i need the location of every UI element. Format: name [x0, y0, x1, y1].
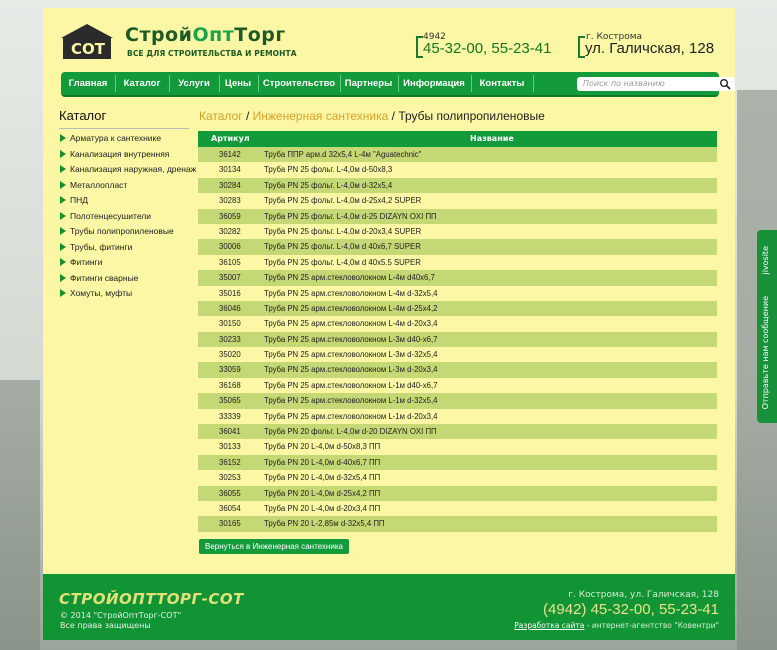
- cell-article: 36142: [219, 150, 241, 159]
- header-street: ул. Галичская, 128: [585, 40, 715, 57]
- sidebar-item[interactable]: [60, 288, 132, 298]
- table-row[interactable]: [198, 470, 717, 485]
- cell-article: 35020: [219, 350, 241, 360]
- cell-article: 36152: [219, 457, 241, 467]
- footer: [43, 574, 735, 640]
- sidebar-item-label: Полотенцесушители: [70, 210, 151, 221]
- arrow-right-icon: [60, 181, 66, 189]
- arrow-right-icon: [60, 212, 66, 220]
- nav-separator: [340, 75, 341, 92]
- nav-item-information[interactable]: Информация: [403, 78, 465, 89]
- sidebar-item[interactable]: [60, 226, 174, 236]
- table-row[interactable]: [198, 486, 717, 501]
- sidebar-item-label: Металлопласт: [70, 179, 128, 190]
- nav-separator: [169, 75, 170, 92]
- sidebar-item-label: Фитинги сварные: [70, 272, 139, 283]
- breadcrumb-link[interactable]: Инженерная сантехника: [252, 109, 389, 123]
- cell-article: 30165: [219, 519, 241, 529]
- brand-part: Опт: [192, 24, 235, 46]
- table-row[interactable]: [198, 347, 717, 362]
- cell-article: 30284: [219, 180, 241, 190]
- cell-name: Труба PN 20 L-4,0м d-25х4,2 ПП: [264, 488, 381, 498]
- developer-text: - интернет-агентство "Ковентри": [584, 621, 719, 630]
- table-row[interactable]: [198, 362, 717, 377]
- bracket-decoration: [416, 36, 423, 58]
- sidebar-item-label: Канализация наружная, дренаж: [70, 164, 197, 174]
- nav-separator: [219, 75, 220, 92]
- cell-name: Труба PN 25 фольг. L-4,0м d-32х5,4: [264, 180, 393, 190]
- footer-brand: СТРОЙОПТТОРГ-СОТ: [59, 590, 244, 608]
- cell-article: 30283: [219, 196, 241, 206]
- cell-name: Труба PN 20 L-4,0м d-50х8,3 ПП: [264, 442, 381, 452]
- footer-developer: [514, 621, 719, 630]
- cell-name: Труба PN 25 арм.стекловолокном L-4м d-32х5,4: [264, 288, 438, 298]
- table-row[interactable]: [198, 255, 717, 270]
- nav-item-catalog[interactable]: Каталог: [123, 78, 161, 89]
- sidebar-item-label: Фитинги: [70, 257, 103, 267]
- breadcrumb: [199, 109, 545, 123]
- table-row[interactable]: [198, 193, 717, 208]
- back-button[interactable]: Вернуться в Инженерная сантехника: [199, 539, 349, 554]
- cell-name: Труба PN 25 арм.стекловолокном L-4м d-25х4,2: [264, 303, 438, 313]
- cell-article: 36041: [219, 427, 241, 437]
- sidebar-item[interactable]: [60, 180, 127, 190]
- cell-article: 36055: [219, 488, 241, 498]
- background-building: [0, 380, 40, 650]
- cell-name: Труба PN 25 арм.стекловолокном L-4м d-20х3,4: [264, 319, 438, 329]
- sidebar-divider: [59, 128, 189, 129]
- cell-name: Труба PN 25 арм.стекловолокном L-3м d-32х5,4: [264, 350, 438, 360]
- table-row[interactable]: [198, 162, 717, 177]
- cell-article: 30282: [219, 226, 241, 236]
- table-row[interactable]: [198, 439, 717, 454]
- sidebar-item-label: Хомуты, муфты: [70, 288, 133, 298]
- header-phones: 45-32-00, 55-23-41: [423, 40, 552, 57]
- breadcrumb-separator: /: [388, 109, 399, 123]
- table-header: [198, 131, 717, 147]
- column-header-article: Артикул: [211, 134, 250, 143]
- footer-copyright: © 2014 "СтройОптТорг-СОТ": [60, 611, 182, 620]
- cell-name: Труба PN 25 фольг. L-4,0м d 40х5.5 SUPER: [264, 257, 421, 267]
- cell-name: Труба ППР арм.d 32х5,4 L-4м "Aguatechnic": [264, 150, 422, 159]
- table-row[interactable]: [198, 501, 717, 516]
- brand-part: Торг: [234, 24, 286, 46]
- arrow-right-icon: [60, 274, 66, 282]
- footer-copyright-block: [60, 611, 181, 631]
- table-row[interactable]: [198, 286, 717, 301]
- arrow-right-icon: [60, 165, 66, 173]
- sidebar-item[interactable]: [60, 257, 102, 267]
- nav-item-partners[interactable]: Партнеры: [344, 78, 393, 89]
- table-row[interactable]: [198, 178, 717, 193]
- cell-name: Труба PN 25 арм.стекловолокном L-1м d40-х6,7: [264, 380, 438, 390]
- cell-name: Труба PN 25 фольг. L-4,0м d-25 DIZAYN OXI ПП: [264, 211, 437, 221]
- nav-item-construction[interactable]: Строительство: [262, 78, 336, 89]
- cell-name: Труба PN 25 арм.стекловолокном L-4м d40х6,7: [264, 273, 435, 283]
- nav-item-services[interactable]: Услуги: [178, 78, 210, 89]
- table-row[interactable]: [198, 378, 717, 393]
- breadcrumb-current: Трубы полипропиленовые: [398, 109, 545, 123]
- developer-link[interactable]: Разработка сайта: [514, 621, 585, 630]
- cell-name: Труба PN 25 арм.стекловолокном L-1м d-20х3,4: [264, 411, 438, 421]
- footer-rights: Все права защищены: [60, 621, 151, 630]
- search-box[interactable]: [577, 77, 735, 91]
- cell-article: 36054: [219, 503, 241, 513]
- chat-widget-brand: jivosite: [761, 246, 770, 275]
- footer-address: г. Кострома, ул. Галичская, 128: [568, 590, 719, 600]
- breadcrumb-separator: /: [242, 109, 253, 123]
- table-row[interactable]: [198, 424, 717, 439]
- cell-name: Труба PN 25 фольг. L-4,0м d 40х6,7 SUPER: [264, 242, 421, 252]
- arrow-right-icon: [60, 243, 66, 251]
- cell-name: Труба PN 25 фольг. L-4,0м d-20х3,4 SUPER: [264, 226, 422, 236]
- arrow-right-icon: [60, 227, 66, 235]
- nav-item-prices[interactable]: Цены: [224, 78, 252, 89]
- table-row[interactable]: [198, 209, 717, 224]
- cell-article: 30253: [219, 473, 241, 483]
- cell-article: 30134: [219, 165, 241, 175]
- header-city: г. Кострома: [586, 32, 643, 42]
- bracket-decoration: [578, 36, 585, 58]
- brand-tagline: ВСЕ ДЛЯ СТРОИТЕЛЬСТВА И РЕМОНТА: [127, 49, 297, 58]
- cell-article: 35007: [219, 273, 241, 283]
- cell-name: Труба PN 20 L-2,85м d-32х5,4 ПП: [264, 519, 385, 529]
- table-row[interactable]: [198, 224, 717, 239]
- arrow-right-icon: [60, 150, 66, 158]
- cell-name: Труба PN 20 L-4,0м d-20х3,4 ПП: [264, 503, 381, 513]
- arrow-right-icon: [60, 258, 66, 266]
- cell-name: Труба PN 20 фольг. L-4,0м d-20 DIZAYN OXI ПП: [264, 427, 437, 437]
- logo-text: СОТ: [71, 40, 105, 58]
- nav-separator: [115, 75, 116, 92]
- nav-item-contacts[interactable]: Контакты: [479, 78, 525, 89]
- sidebar-item[interactable]: [60, 273, 138, 283]
- cell-article: 35065: [219, 396, 241, 406]
- cell-name: Труба PN 20 L-4,0м d-32х5,4 ПП: [264, 473, 381, 483]
- table-row[interactable]: [198, 270, 717, 285]
- table-row[interactable]: [198, 332, 717, 347]
- page-container: [43, 8, 735, 640]
- sidebar-item[interactable]: [60, 149, 169, 159]
- brand-part: Строй: [125, 24, 193, 46]
- nav-separator: [258, 75, 259, 92]
- search-input[interactable]: Поиск по названию: [583, 79, 665, 88]
- sidebar-item-label: ПНД: [70, 195, 89, 205]
- sidebar-item-label: Канализация внутренняя: [70, 148, 170, 159]
- sidebar-item-label: Трубы полипропиленовые: [70, 226, 174, 236]
- cell-article: 35016: [219, 288, 241, 298]
- cell-article: 36168: [219, 380, 241, 390]
- cell-article: 33339: [219, 411, 241, 421]
- table-row[interactable]: [198, 409, 717, 424]
- nav-separator: [533, 75, 534, 92]
- nav-separator: [471, 75, 472, 92]
- sidebar-item[interactable]: [60, 211, 151, 221]
- chat-widget-tab[interactable]: [757, 230, 777, 423]
- cell-article: 30133: [219, 442, 241, 452]
- table-body: [198, 147, 717, 532]
- cell-name: Труба PN 25 арм.стекловолокном L-3м d-20х3,4: [264, 365, 438, 375]
- cell-article: 36046: [219, 303, 241, 313]
- arrow-right-icon: [60, 134, 66, 142]
- cell-article: 36105: [219, 257, 241, 267]
- sidebar-item[interactable]: [60, 164, 196, 174]
- cell-name: Труба PN 25 фольг. L-4,0м d-50х8,3: [264, 165, 393, 175]
- brand-name[interactable]: [125, 24, 286, 46]
- arrow-right-icon: [60, 196, 66, 204]
- cell-article: 30233: [219, 334, 241, 344]
- breadcrumb-link[interactable]: Каталог: [199, 109, 243, 123]
- product-table: [198, 131, 717, 532]
- sidebar-item[interactable]: [60, 242, 132, 252]
- table-row[interactable]: [198, 316, 717, 331]
- nav-separator: [398, 75, 399, 92]
- chat-widget-label: Отправьте нам сообщение: [761, 296, 770, 410]
- cell-article: 33059: [219, 365, 241, 375]
- table-row[interactable]: [198, 455, 717, 470]
- cell-article: 36059: [219, 211, 241, 221]
- cell-article: 30006: [219, 242, 241, 252]
- main-nav: [61, 72, 719, 97]
- sidebar-item-label: Трубы, фитинги: [70, 241, 133, 252]
- table-row[interactable]: [198, 239, 717, 254]
- search-icon[interactable]: [719, 78, 731, 90]
- cell-article: 30150: [219, 319, 241, 329]
- table-row[interactable]: [198, 301, 717, 316]
- cell-name: Труба PN 20 L-4,0м d-40х6,7 ПП: [264, 457, 381, 467]
- sidebar-title: Каталог: [59, 108, 107, 123]
- sidebar-item[interactable]: [60, 195, 88, 205]
- column-header-name: Название: [470, 134, 514, 143]
- sidebar-item-label: Арматура к сантехнике: [70, 133, 162, 143]
- table-row[interactable]: [198, 147, 717, 162]
- table-row[interactable]: [198, 516, 717, 531]
- footer-phone: (4942) 45-32-00, 55-23-41: [543, 601, 719, 618]
- table-row[interactable]: [198, 393, 717, 408]
- cell-name: Труба PN 25 арм.стекловолокном L-1м d-32х5,4: [264, 396, 438, 406]
- arrow-right-icon: [60, 289, 66, 297]
- phone-code: 4942: [423, 32, 446, 42]
- cell-name: Труба PN 25 фольг. L-4,0м d-25х4,2 SUPER: [264, 196, 422, 206]
- cell-name: Труба PN 25 арм.стекловолокном L-3м d40-х6,7: [264, 334, 438, 344]
- sidebar-item[interactable]: [60, 133, 161, 143]
- nav-item-home[interactable]: Главная: [68, 78, 108, 89]
